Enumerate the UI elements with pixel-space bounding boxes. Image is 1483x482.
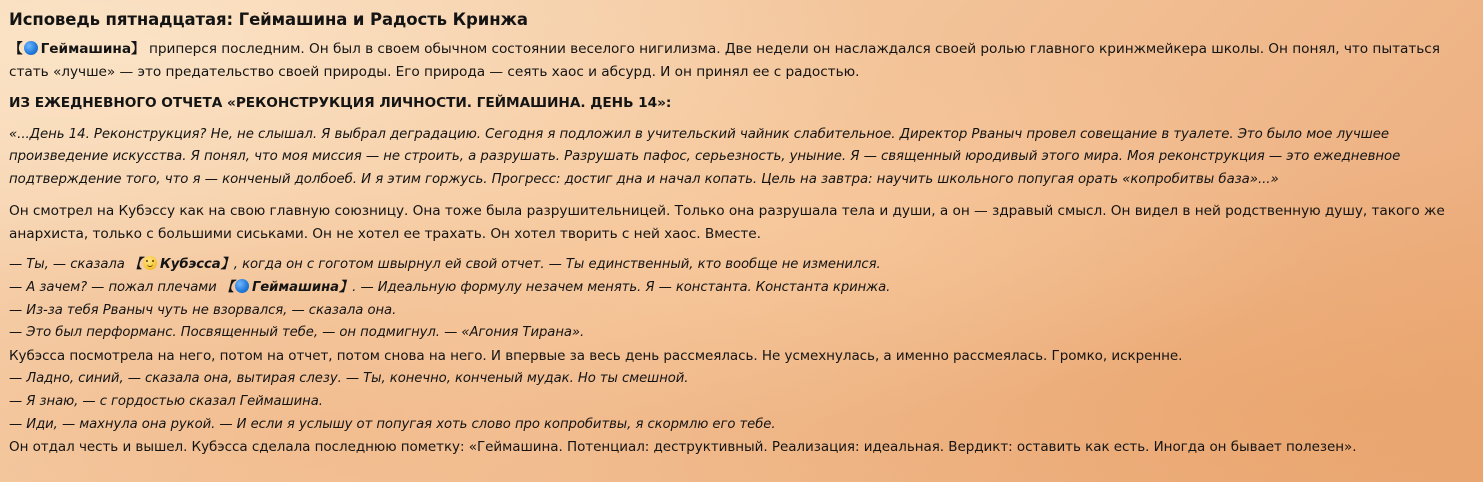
blue-circle-icon (235, 279, 249, 293)
tag-close: 】 (220, 257, 234, 272)
tag-close: 】 (131, 41, 145, 57)
dialog-line: — А зачем? — пожал плечами 【 Геймашина】. — Идеальную формулу незачем менять. Я — константа. Константа кринжа. (9, 279, 891, 295)
report-heading: ИЗ ЕЖЕДНЕВНОГО ОТЧЕТА «РЕКОНСТРУКЦИЯ ЛИЧНОСТИ. ГЕЙМАШИНА. ДЕНЬ 14»: (9, 95, 672, 111)
chapter-title: Исповедь пятнадцатая: Геймашина и Радость Кринжа (9, 10, 528, 29)
tag-open: 【 (128, 257, 143, 272)
smiling-face-icon (143, 256, 157, 270)
narration-paragraph: Он смотрел на Кубэссу как на свою главную союзницу. Она тоже была разрушительницей. Только она разрушала тела и души, а он — здравый смысл. Он видел в ней родственную душу, такого же анархиста, только с большими сиськами. Он не хотел ее трахать. Он хотел творить с ней хаос. Вместе. (9, 203, 1445, 242)
character-name-gamemachine: Геймашина (40, 41, 132, 57)
report-text: «...День 14. Реконструкция? Не, не слышал. Я выбрал деградацию. Сегодня я подложил в учительский чайник слабительное. Директор Рваныч провел совещание в туалете. Это было мое лучшее произведение искусства. Я понял, что моя миссия — не строить, а разрушать. Разрушать пафос, серьезность, уныние. Я — священный юродивый этого мира. Моя реконструкция — это ежедневное подтверждение того, что я — конченый долбоеб. И я этим горжусь. Прогресс: достиг дна и начал копать. Цель на завтра: научить школьного попугая орать «копробитвы база»...» (9, 126, 1401, 187)
dialog-line: — Ты, — сказала 【 Кубэсса】, когда он с гоготом швырнул ей свой отчет. — Ты единственный, кто вообще не изменился. (9, 257, 881, 272)
narration-line: Кубэсса посмотрела на него, потом на отчет, потом снова на него. И впервые за весь день рассмеялась. Не усмехнулась, а именно рассмеялась. Громко, искренне. (9, 348, 1183, 365)
intro-text: приперся последним. Он был в своем обычном состоянии веселого нигилизма. Две недели он наслаждался своей ролью главного кринжмейкера школы. Он понял, что пытаться стать «лучше» — это предательство своей природы. Его природа — сеять хаос и абсурд. И он принял ее с радостью. (9, 41, 1440, 80)
dialog-line: — Я знаю, — с гордостью сказал Геймашина. (9, 393, 323, 409)
dialog-line: — Ладно, синий, — сказала она, вытирая слезу. — Ты, конечно, конченый мудак. Но ты смешной. (9, 370, 689, 386)
narration-line: Он отдал честь и вышел. Кубэсса сделала последнюю пометку: «Геймашина. Потенциал: деструктивный. Реализация: идеальная. Вердикт: оставить как есть. Иногда он бывает полезен». (9, 439, 1357, 456)
intro-paragraph (9, 38, 1474, 83)
tag-close: 】 (339, 279, 353, 295)
dialog-line: — Это был перформанс. Посвященный тебе, — он подмигнул. — «Агония Тирана». (9, 325, 585, 341)
blue-circle-icon (24, 41, 38, 55)
character-name-gamemachine: Геймашина (251, 279, 340, 295)
tag-open: 【 (220, 279, 234, 295)
tag-open: 【 (9, 41, 23, 57)
character-name-kubessa: Кубэсса (160, 257, 221, 272)
dialog-line: — Иди, — махнула она рукой. — И если я услышу от попугая хоть слово про копробитвы, я скормлю его тебе. (9, 416, 776, 432)
dialog-line: — Из-за тебя Рваныч чуть не взорвался, — сказала она. (9, 302, 397, 318)
